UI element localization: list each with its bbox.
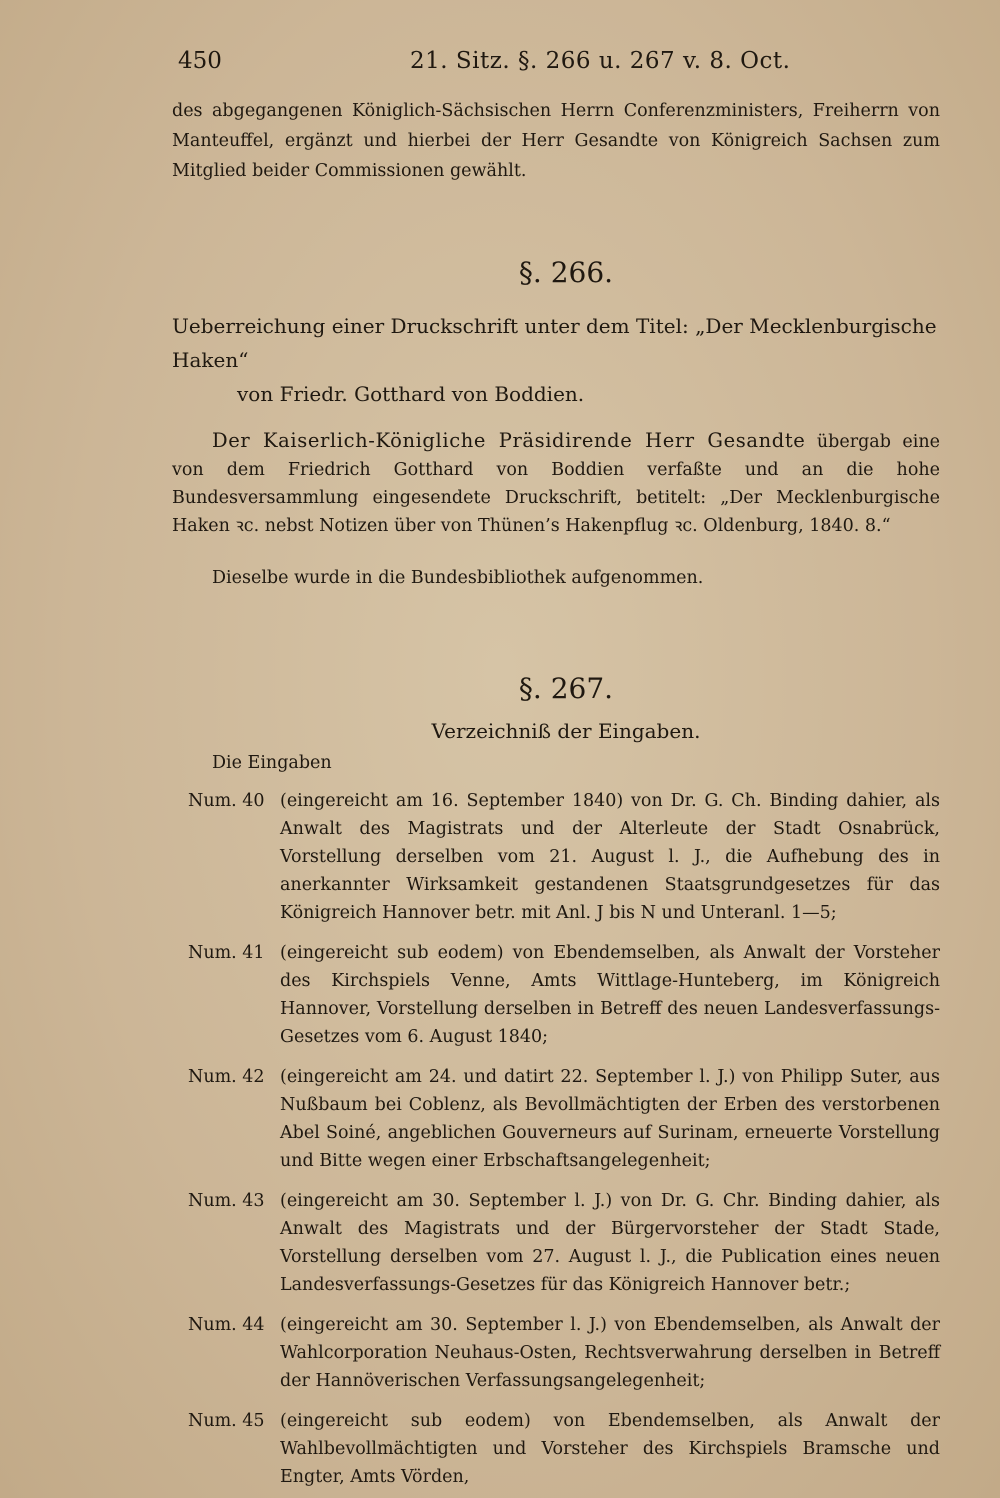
entry-number: Num. 45	[188, 1411, 265, 1431]
intro-paragraph: des abgegangenen Königlich-Sächsischen Herrn Conferenzministers, Freiherrn von Manteuffel, ergänzt und hierbei der Herr Gesandte von Königreich Sachsen zum Mitglied beider Commissionen gewählt.	[172, 101, 940, 181]
entry-text: (eingereicht sub eodem) von Ebendemselben, als Anwalt der Wahlbevollmächtigten und Vorsteher des Kirchspiels Bramsche und Engter, Amts Vörden,	[280, 1411, 940, 1487]
entries-list	[172, 787, 940, 1491]
list-item	[172, 1311, 940, 1395]
entry-number: Num. 41	[188, 943, 265, 963]
section-267-intro: Die Eingaben	[212, 753, 332, 773]
running-title: 21. Sitz. §. 266 u. 267 v. 8. Oct.	[410, 48, 791, 74]
entry-text: (eingereicht am 30. September l. J.) von Ebendemselben, als Anwalt der Wahlcorporation Neuhaus-Osten, Rechtsverwahrung derselben in Betreff der Hannöverischen Verfassungsangelegenheit;	[280, 1315, 940, 1391]
section-266-heading-line1: Ueberreichung einer Druckschrift unter dem Titel: „Der Mecklenburgische Haken“	[172, 314, 937, 372]
list-item	[172, 1187, 940, 1299]
entry-text: (eingereicht am 24. und datirt 22. September l. J.) von Philipp Suter, aus Nußbaum bei Coblenz, als Bevollmächtigten der Erben des verstorbenen Abel Soiné, angeblichen Gouverneurs auf Surinam, erneuerte Vorstellung und Bitte wegen einer Erbschaftsangelegenheit;	[280, 1067, 940, 1171]
section-266-heading-line2: von Friedr. Gotthard von Boddien.	[237, 382, 585, 406]
page-number: 450	[178, 48, 222, 74]
entry-number: Num. 43	[188, 1191, 265, 1211]
list-item	[172, 1063, 940, 1175]
entry-number: Num. 44	[188, 1315, 265, 1335]
entry-text: (eingereicht am 16. September 1840) von Dr. G. Ch. Binding dahier, als Anwalt des Magistrats und der Alterleute der Stadt Osnabrück, Vorstellung derselben vom 21. August l. J., die Aufhebung des in anerkannter Wirksamkeit gestandenen Staatsgrundgesetzes für das Königreich Hannover betr. mit Anl. J bis N und Unteranl. 1—5;	[280, 791, 940, 923]
section-267-number: §. 267.	[518, 672, 614, 705]
entry-number: Num. 40	[188, 791, 265, 811]
entry-text: (eingereicht sub eodem) von Ebendemselben, als Anwalt der Vorsteher des Kirchspiels Venne, Amts Wittlage-Hunteberg, im Königreich Hannover, Vorstellung derselben in Betreff des neuen Landesverfassungs-Gesetzes vom 6. August 1840;	[280, 943, 940, 1047]
entry-number: Num. 42	[188, 1067, 265, 1087]
section-266-number: §. 266.	[518, 256, 614, 289]
section-266-heading	[172, 309, 940, 411]
section-266-paragraph-rest: übergab eine von dem Friedrich Gotthard von Boddien verfaßte und an die hohe Bundesversammlung eingesendete Druckschrift, betitelt: „Der Mecklenburgische Haken ꝛc. nebst Notizen über von Thünen’s Hakenpflug ꝛc. Oldenburg, 1840. 8.“	[172, 432, 940, 536]
list-item	[172, 1407, 940, 1491]
section-266-paragraph2: Dieselbe wurde in die Bundesbibliothek aufgenommen.	[212, 568, 704, 588]
entry-text: (eingereicht am 30. September l. J.) von Dr. G. Chr. Binding dahier, als Anwalt des Magistrats und der Bürgervorsteher der Stadt Stade, Vorstellung derselben vom 27. August l. J., die Publication eines neuen Landesverfassungs-Gesetzes für das Königreich Hannover betr.;	[280, 1191, 940, 1295]
section-266-paragraph	[172, 427, 940, 540]
section-266-paragraph-lead: Der Kaiserlich-Königliche Präsidirende Herr Gesandte	[212, 429, 806, 452]
list-item	[172, 939, 940, 1051]
page-header	[172, 48, 940, 88]
list-item	[172, 787, 940, 927]
section-267-title: Verzeichniß der Eingaben.	[431, 719, 701, 743]
